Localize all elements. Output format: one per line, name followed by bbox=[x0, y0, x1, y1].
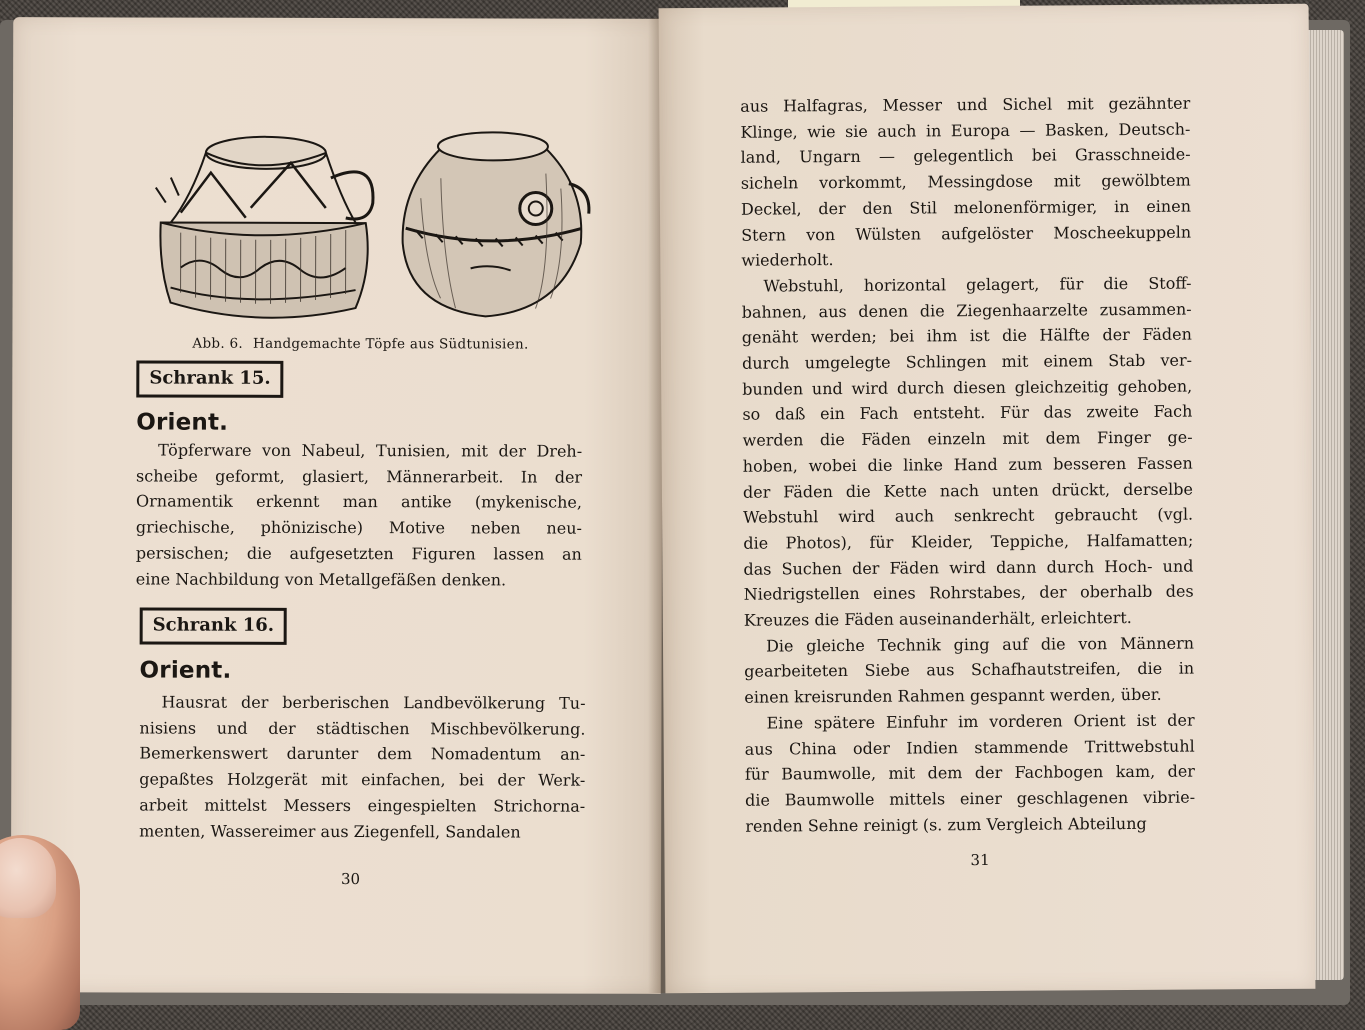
text-line: Stern von Wülsten aufgelöster Moscheekuppeln bbox=[741, 222, 1192, 245]
text-line: bahnen, aus denen die Ziegenhaarzelte zusammen- bbox=[741, 299, 1192, 322]
text-line: die Baumwolle mittels einer geschlagenen vibrie- bbox=[745, 787, 1196, 810]
text-line: Webstuhl wird auch senkrecht gebraucht (vgl. bbox=[743, 504, 1194, 527]
page-number-right: 31 bbox=[970, 850, 990, 870]
text-line: aus China oder Indien stammende Trittwebstuhl bbox=[744, 736, 1195, 759]
page-number-left: 30 bbox=[340, 870, 361, 889]
text-line: land, Ungarn — gelegentlich bei Grasschneide- bbox=[740, 144, 1191, 168]
text-line: werden die Fäden einzeln mit dem Finger ge- bbox=[742, 427, 1193, 450]
paragraph bbox=[741, 270, 1194, 633]
text-line: Die gleiche Technik ging auf die von Männern bbox=[765, 633, 1195, 656]
text-line: Bemerkenswert darunter dem Nomadentum an- bbox=[139, 743, 586, 765]
figure-caption bbox=[192, 336, 592, 353]
text-line: griechische, phönizische) Motive neben neu- bbox=[135, 517, 582, 538]
schrank-16-box: Schrank 16. bbox=[140, 607, 287, 644]
text-line: wiederholt. bbox=[741, 250, 834, 270]
section-15-text bbox=[136, 437, 582, 592]
text-line: renden Sehne reinigt (s. zum Vergleich Abteilung bbox=[745, 813, 1147, 836]
text-line: arbeit mittelst Messers eingespielten Strichorna- bbox=[139, 795, 586, 816]
text-line: persischen; die aufgesetzten Figuren lassen an bbox=[135, 543, 582, 564]
paragraph bbox=[744, 630, 1195, 710]
text-line: aus Halfagras, Messer und Sichel mit gezähnter bbox=[740, 93, 1191, 116]
thumbnail bbox=[0, 838, 56, 918]
right-pot bbox=[402, 132, 589, 316]
text-line: bunden und wird durch diesen gleichzeitig gehoben, bbox=[742, 376, 1193, 399]
text-line: Ornamentik erkennt man antike (mykenische, bbox=[135, 491, 583, 513]
text-line: die Photos), für Kleider, Teppiche, Halfamatten; bbox=[743, 530, 1194, 553]
paragraph bbox=[740, 91, 1191, 274]
text-line: gearbeiteten Siebe aus Schafhautstreifen, die in bbox=[744, 659, 1195, 682]
section-16-heading: Orient. bbox=[139, 657, 232, 684]
right-page-text bbox=[740, 91, 1195, 840]
text-line: genäht werden; bei ihm ist die Hälfte der Fäden bbox=[741, 324, 1192, 348]
figure-caption-text: Handgemachte Töpfe aus Südtunisien. bbox=[253, 335, 529, 353]
figure-label: Abb. 6. bbox=[192, 335, 244, 352]
text-line: menten, Wassereimer aus Ziegenfell, Sandalen bbox=[139, 820, 521, 841]
text-line: so daß ein Fach entsteht. Für das zweite Fach bbox=[742, 402, 1193, 425]
text-line: durch umgelegte Schlingen mit einem Stab ver- bbox=[741, 350, 1193, 373]
text-line: Töpferware von Nabeul, Tunisien, mit der Dreh- bbox=[158, 440, 583, 461]
pottery-illustration bbox=[140, 117, 601, 333]
right-page bbox=[659, 4, 1316, 994]
text-line: Hausrat der berberischen Landbevölkerung Tu- bbox=[161, 692, 586, 713]
text-line: sicheln vorkommt, Messingdose mit gewölbtem bbox=[740, 170, 1191, 193]
text-line: einen kreisrunden Rahmen gespannt werden, über. bbox=[744, 684, 1162, 707]
text-line: Deckel, der den Stil melonenförmiger, in einen bbox=[740, 196, 1192, 219]
text-line: Eine spätere Einfuhr im vorderen Orient ist der bbox=[766, 710, 1195, 733]
text-line: Webstuhl, horizontal gelagert, für die Stoff- bbox=[763, 273, 1192, 296]
text-line: nisiens und der städtischen Mischbevölkerung. bbox=[139, 718, 586, 739]
left-pot bbox=[155, 137, 373, 318]
text-line: Klinge, wie sie auch in Europa — Basken, Deutsch- bbox=[740, 119, 1191, 142]
text-line: gepaßtes Holzgerät mit einfachen, bei der Werk- bbox=[139, 769, 586, 790]
section-16-text bbox=[139, 689, 585, 844]
text-line: Kreuzes die Fäden auseinanderhält, erleichtert. bbox=[743, 608, 1132, 630]
text-line: hoben, wobei die linke Hand zum besseren Fassen bbox=[742, 453, 1193, 476]
text-line: der Fäden die Kette nach unten drückt, derselbe bbox=[742, 479, 1194, 502]
paragraph bbox=[744, 707, 1195, 839]
text-line: eine Nachbildung von Metallgefäßen denken. bbox=[135, 568, 507, 589]
section-15-heading: Orient. bbox=[136, 409, 229, 436]
schrank-15-box: Schrank 15. bbox=[136, 360, 283, 397]
text-line: scheibe geformt, glasiert, Männerarbeit. In der bbox=[136, 466, 583, 487]
text-line: für Baumwolle, mit dem der Fachbogen kam, der bbox=[744, 761, 1195, 784]
left-page bbox=[11, 17, 664, 994]
text-line: das Suchen der Fäden wird dann durch Hoch- und bbox=[743, 556, 1194, 579]
text-line: Niedrigstellen eines Rohrstabes, der oberhalb des bbox=[743, 581, 1194, 605]
